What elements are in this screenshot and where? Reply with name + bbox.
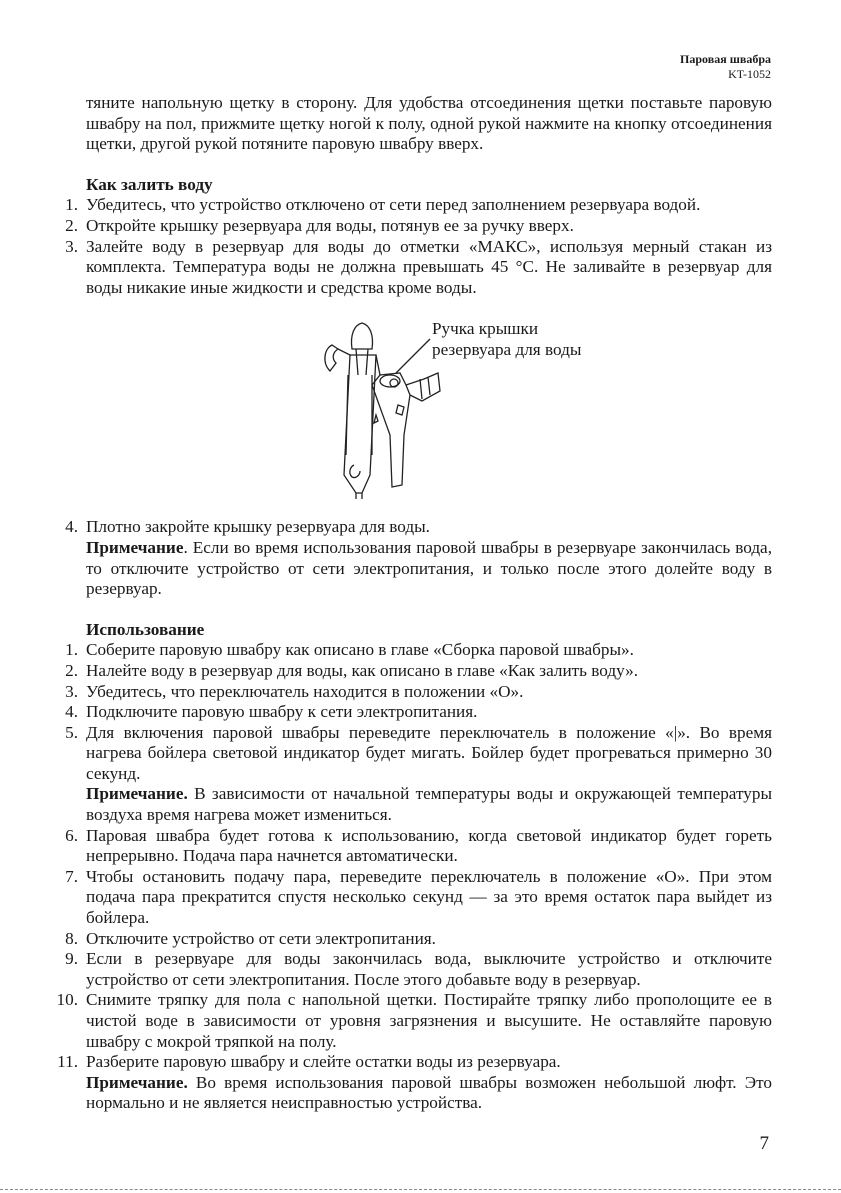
list-item: 1. Убедитесь, что устройство отключено от сети перед заполнением резервуара водой. bbox=[65, 195, 701, 215]
section-heading-fill-water: Как залить воду bbox=[86, 174, 213, 194]
list-item: 4. Плотно закройте крышку резервуара для воды. Примечание. Если во время использования паровой швабры в резервуаре закончилась вода, то отключите устройство от сети электропитания, и только после этого долейте воду в резервуар. bbox=[65, 517, 772, 599]
page-header bbox=[680, 52, 771, 82]
page-content bbox=[52, 93, 772, 1114]
usage-steps bbox=[52, 640, 772, 1114]
list-item: 8. Отключите устройство от сети электропитания. bbox=[65, 928, 436, 948]
fill-water-steps-continued bbox=[52, 517, 772, 599]
fill-water-steps bbox=[52, 195, 772, 298]
list-item: 2. Откройте крышку резервуара для воды, потянув ее за ручку вверх. bbox=[65, 215, 574, 235]
list-item: 6. Паровая швабра будет готова к использованию, когда световой индикатор будет гореть непрерывно. Подача пара начнется автоматически. bbox=[65, 825, 772, 866]
list-item: 2. Налейте воду в резервуар для воды, как описано в главе «Как залить воду». bbox=[65, 660, 639, 680]
header-model: KT-1052 bbox=[728, 67, 771, 81]
list-item: 11. Разберите паровую швабру и слейте остатки воды из резервуара. Примечание. Во время использования паровой швабры возможен небольшой люфт. Это нормально и не является неисправностью устройства. bbox=[57, 1052, 772, 1113]
list-item: 3. Залейте воду в резервуар для воды до отметки «МАКС», используя мерный стакан из комплекта. Температура воды не должна превышать 45 °С. Не заливайте в резервуар для воды никакие иные жидкости и средства кроме воды. bbox=[65, 236, 772, 297]
section-heading-usage: Использование bbox=[86, 619, 205, 639]
footer-divider bbox=[0, 1189, 841, 1190]
list-item: 1. Соберите паровую швабру как описано в главе «Сборка паровой швабры». bbox=[65, 640, 634, 660]
water-tank-figure bbox=[52, 315, 772, 499]
page-number: 7 bbox=[759, 1133, 769, 1154]
note: Примечание. В зависимости от начальной температуры воды и окружающей температуры воздуха время нагрева может измениться. bbox=[86, 784, 772, 825]
intro-paragraph: тяните напольную щетку в сторону. Для удобства отсоединения щетки поставьте паровую швабру на пол, прижмите щетку ногой к полу, одной рукой нажмите на кнопку отсоединения щетки, другой рукой потяните паровую швабру вверх. bbox=[86, 93, 772, 154]
list-item: 4. Подключите паровую швабру к сети электропитания. bbox=[65, 702, 478, 722]
list-item: 10. Снимите тряпку для пола с напольной щетки. Постирайте тряпку либо прополощите ее в чистой воде в зависимости от уровня загрязнения и высушите. Не оставляйте паровую швабру с мокрой тряпкой на полу. bbox=[56, 990, 772, 1051]
list-item: 7. Чтобы остановить подачу пара, переведите переключатель в положение «О». При этом подача пара прекратится спустя несколько секунд — за это время остаток пара выйдет из бойлера. bbox=[65, 866, 772, 928]
list-item: 5. Для включения паровой швабры переведите переключатель в положение «|». Во время нагрева бойлера световой индикатор будет мигать. Бойлер будет прогреваться примерно 30 секунд. Примечание. В зависимости от начальной температуры воды и окружающей температуры воздуха время нагрева может измениться. bbox=[65, 722, 772, 825]
list-item: 9. Если в резервуаре для воды закончилась вода, выключите устройство и отключите устройство от сети электропитания. После этого добавьте воду в резервуар. bbox=[65, 949, 772, 989]
header-title: Паровая швабра bbox=[680, 52, 771, 66]
list-item: 3. Убедитесь, что переключатель находится в положении «О». bbox=[65, 681, 524, 701]
note: Примечание. Во время использования паровой швабры возможен небольшой люфт. Это нормально и не является неисправностью устройства. bbox=[86, 1072, 772, 1113]
note: Примечание. Если во время использования паровой швабры в резервуаре закончилась вода, то отключите устройство от сети электропитания, и только после этого долейте воду в резервуар. bbox=[86, 537, 772, 599]
figure-caption: Ручка крышки резервуара для воды bbox=[432, 319, 582, 359]
